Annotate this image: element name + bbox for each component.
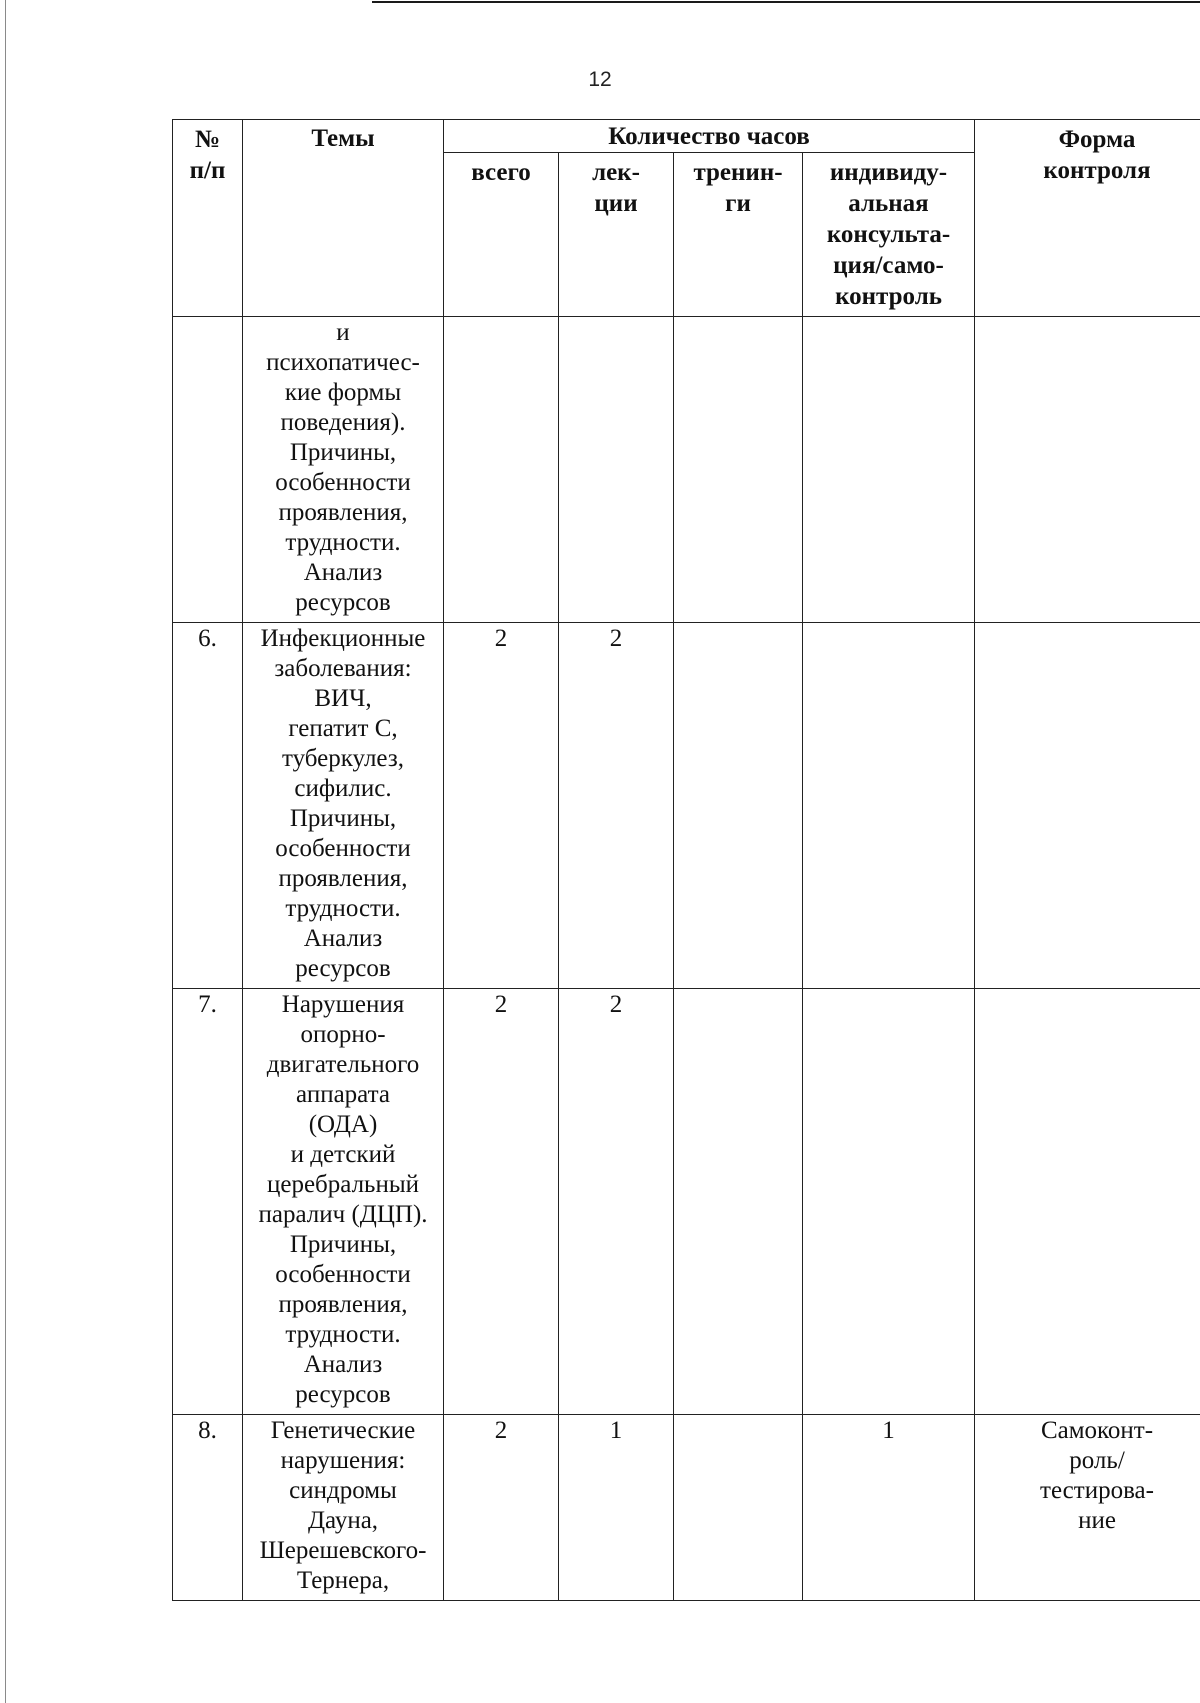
row-control-form-value: Самоконт- роль/ тестирова- ние xyxy=(1040,1417,1154,1534)
row-trainings xyxy=(674,989,803,1415)
row-topic xyxy=(243,1415,444,1601)
row-individual xyxy=(803,989,975,1415)
row-trainings xyxy=(674,623,803,989)
row-individual xyxy=(803,623,975,989)
row-topic xyxy=(243,989,444,1415)
table-row xyxy=(173,317,1200,623)
row-total-value: 2 xyxy=(494,1417,508,1444)
header-num xyxy=(173,120,243,317)
header-control-form-label: Форма контроля xyxy=(1043,126,1151,184)
row-control-form xyxy=(975,1415,1200,1601)
row-total xyxy=(444,317,559,623)
row-lectures-value: 1 xyxy=(609,1417,623,1444)
row-num xyxy=(173,317,243,623)
page-number: 12 xyxy=(588,68,612,91)
header-num-label: № п/п xyxy=(189,126,226,184)
row-trainings-value xyxy=(674,623,802,624)
row-topic-text: и психопатичес- кие формы поведения). Причины, особенности проявления, трудности. Анализ ресурсов xyxy=(266,319,420,616)
header-hours-group xyxy=(444,120,975,153)
left-scan-edge xyxy=(5,0,6,1703)
row-control-form-value xyxy=(975,989,1200,990)
row-trainings xyxy=(674,317,803,623)
row-control-form xyxy=(975,623,1200,989)
row-lectures-value xyxy=(559,317,673,318)
row-individual-value xyxy=(803,317,974,318)
row-topic-text: Генетические нарушения: синдромы Дауна, Шерешевского- Тернера, xyxy=(259,1417,427,1594)
row-individual-value: 1 xyxy=(882,1417,895,1444)
header-hours-label: Количество часов xyxy=(608,123,810,150)
header-topics-label: Темы xyxy=(311,125,375,152)
header-lectures xyxy=(559,153,674,317)
header-trainings-label: тренин- ги xyxy=(693,159,783,217)
row-individual-value xyxy=(803,989,974,990)
row-trainings-value xyxy=(674,317,802,318)
row-individual xyxy=(803,1415,975,1601)
row-num-value xyxy=(173,317,242,318)
row-total-value xyxy=(444,317,558,318)
row-lectures xyxy=(559,989,674,1415)
row-control-form-value xyxy=(975,317,1200,318)
row-num xyxy=(173,623,243,989)
table-row xyxy=(173,1415,1200,1601)
row-lectures-value: 2 xyxy=(609,625,623,652)
table-header xyxy=(173,120,1200,317)
row-topic xyxy=(243,317,444,623)
table-row xyxy=(173,623,1200,989)
row-individual xyxy=(803,317,975,623)
row-total xyxy=(444,623,559,989)
row-topic-text: Нарушения опорно- двигательного аппарата (ОДА) и детский церебральный паралич (ДЦП). Причины, особенности проявления, трудности. Анализ ресурсов xyxy=(258,991,428,1408)
row-topic-text: Инфекционные заболевания: ВИЧ, гепатит С, туберкулез, сифилис. Причины, особенности проявления, трудности. Анализ ресурсов xyxy=(260,625,426,982)
header-total xyxy=(444,153,559,317)
row-total xyxy=(444,1415,559,1601)
row-control-form xyxy=(975,317,1200,623)
row-num-value: 6. xyxy=(198,625,217,652)
row-trainings-value xyxy=(674,1415,802,1416)
row-total-value: 2 xyxy=(494,991,508,1018)
row-individual-value xyxy=(803,623,974,624)
row-control-form xyxy=(975,989,1200,1415)
row-lectures xyxy=(559,317,674,623)
row-lectures xyxy=(559,623,674,989)
row-num-value: 7. xyxy=(198,991,217,1018)
row-trainings xyxy=(674,1415,803,1601)
header-control-form xyxy=(975,120,1200,317)
row-lectures-value: 2 xyxy=(609,991,623,1018)
row-lectures xyxy=(559,1415,674,1601)
header-topics xyxy=(243,120,444,317)
row-trainings-value xyxy=(674,989,802,990)
row-total-value: 2 xyxy=(494,625,508,652)
curriculum-table xyxy=(172,119,1200,1601)
row-control-form-value xyxy=(975,623,1200,624)
row-topic xyxy=(243,623,444,989)
row-num-value: 8. xyxy=(198,1417,217,1444)
table-row xyxy=(173,989,1200,1415)
header-individual-label: индивиду- альная консульта- ция/само- контроль xyxy=(826,159,951,310)
row-num xyxy=(173,1415,243,1601)
header-total-label: всего xyxy=(471,159,531,186)
header-lectures-label: лек- ции xyxy=(592,159,640,217)
row-num xyxy=(173,989,243,1415)
top-border-line xyxy=(372,1,1200,3)
header-individual xyxy=(803,153,975,317)
header-trainings xyxy=(674,153,803,317)
row-total xyxy=(444,989,559,1415)
